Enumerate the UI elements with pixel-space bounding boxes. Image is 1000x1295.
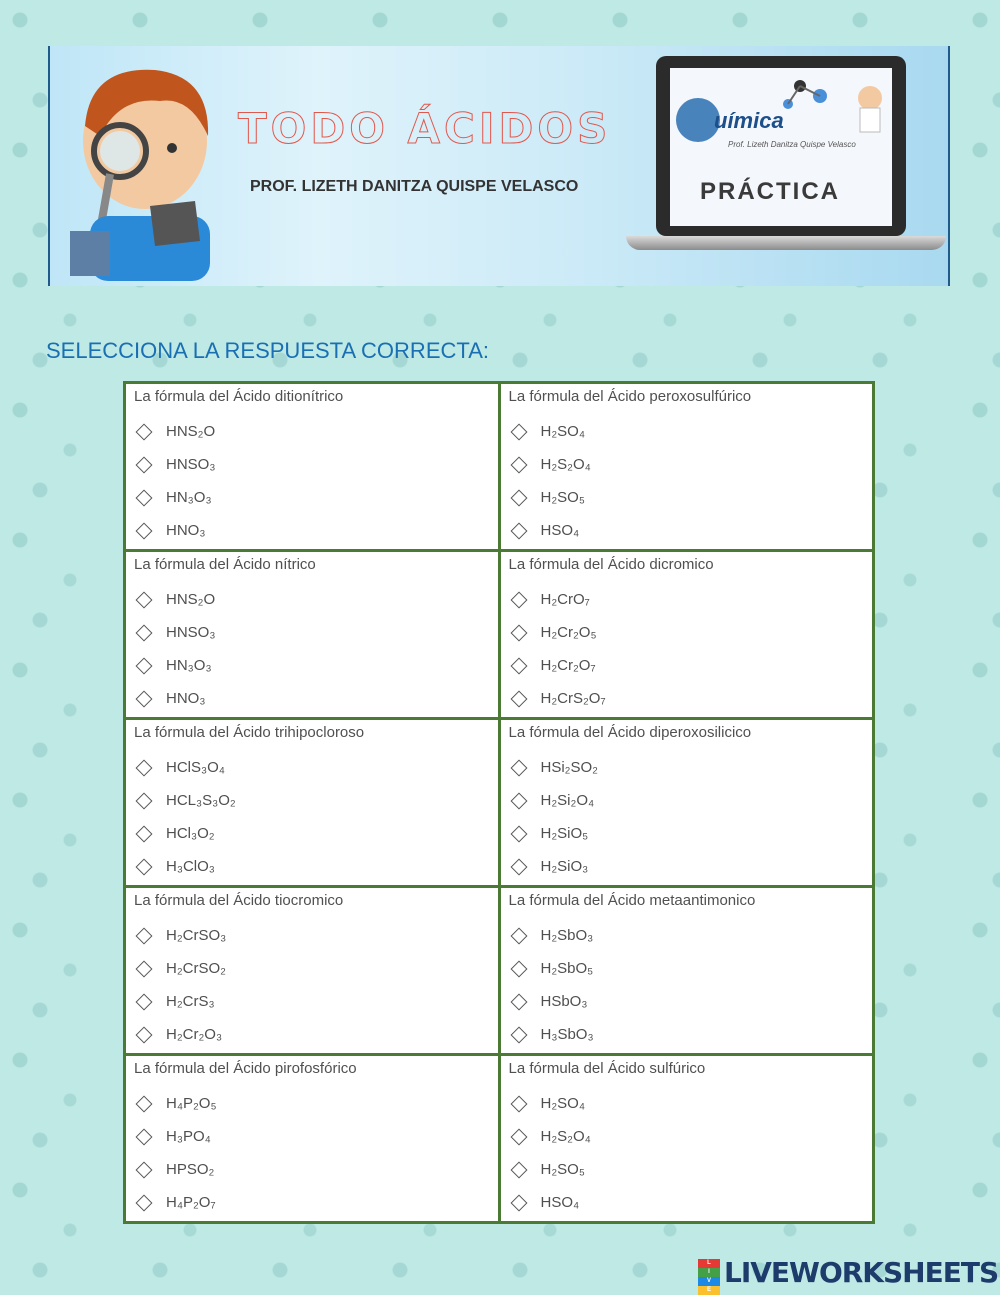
answer-option-label: H₂SO₄: [540, 1095, 585, 1112]
answer-option-label: HNS₂O: [166, 423, 216, 440]
diamond-radio-icon[interactable]: [510, 690, 527, 707]
question-title: La fórmula del Ácido diperoxosilicico: [508, 724, 752, 741]
question-cell: [125, 383, 500, 551]
answer-option-label: HClS₃O₄: [166, 759, 225, 776]
answer-option-label: H₂Si₂O₄: [540, 792, 595, 809]
answer-option[interactable]: [509, 583, 865, 616]
answer-option[interactable]: [134, 1018, 490, 1051]
question-cell: [499, 1055, 874, 1223]
answer-option-label: H₂CrS₂O₇: [540, 690, 606, 707]
answer-option-label: H₂CrO₇: [540, 591, 590, 608]
answer-option[interactable]: [509, 850, 865, 883]
diamond-radio-icon[interactable]: [510, 1194, 527, 1211]
question-title: La fórmula del Ácido metaantimonico: [508, 892, 756, 909]
answer-option-label: HNSO₃: [166, 624, 216, 641]
answer-option[interactable]: [134, 850, 490, 883]
answer-option[interactable]: [509, 415, 865, 448]
question-title: La fórmula del Ácido trihipocloroso: [134, 724, 365, 741]
answer-option-label: HNS₂O: [166, 591, 216, 608]
answer-option-label: H₂SO₄: [540, 423, 585, 440]
answer-option[interactable]: [134, 784, 490, 817]
question-title: La fórmula del Ácido peroxosulfúrico: [508, 388, 752, 405]
diamond-radio-icon[interactable]: [136, 927, 153, 944]
answer-option-label: HCL₃S₃O₂: [166, 792, 236, 809]
answer-option[interactable]: [509, 1018, 865, 1051]
laptop-base: [626, 236, 946, 250]
answer-option-label: H₃ClO₃: [166, 858, 215, 875]
answer-option[interactable]: [509, 952, 865, 985]
answer-option[interactable]: [134, 817, 490, 850]
answer-option[interactable]: [134, 1186, 490, 1219]
answer-option[interactable]: [134, 1087, 490, 1120]
answer-option[interactable]: [509, 481, 865, 514]
answer-option-label: HCl₃O₂: [166, 825, 215, 842]
answer-option-label: HN₃O₃: [166, 489, 212, 506]
answer-option-label: H₂SbO₅: [540, 960, 594, 977]
laptop-screen: [656, 56, 906, 236]
diamond-radio-icon[interactable]: [136, 993, 153, 1010]
laptop-illustration: [626, 56, 946, 256]
diamond-radio-icon[interactable]: [136, 792, 153, 809]
answer-option[interactable]: [509, 1120, 865, 1153]
quiz-table: [123, 381, 875, 1224]
answer-option-label: H₂SiO₅: [540, 825, 589, 842]
answer-option-label: H₄P₂O₇: [166, 1194, 216, 1211]
diamond-radio-icon[interactable]: [510, 624, 527, 641]
answer-option[interactable]: [134, 751, 490, 784]
diamond-radio-icon[interactable]: [510, 489, 527, 506]
answer-option[interactable]: [134, 583, 490, 616]
answer-option-label: H₂CrSO₃: [166, 927, 227, 944]
liveworksheets-box-icon: [698, 1259, 720, 1293]
banner-author: PROF. LIZETH DANITZA QUISPE VELASCO: [250, 178, 579, 195]
answer-option-label: H₂SiO₃: [540, 858, 589, 875]
answer-option[interactable]: [509, 751, 865, 784]
question-cell: [125, 1055, 500, 1223]
diamond-radio-icon[interactable]: [136, 657, 153, 674]
question-title: La fórmula del Ácido pirofosfórico: [134, 1060, 357, 1077]
quiz-row: [125, 383, 874, 551]
answer-option-label: HPSO₂: [166, 1161, 215, 1178]
question-title: La fórmula del Ácido dicromico: [508, 556, 714, 573]
question-cell: [499, 719, 874, 887]
diamond-radio-icon[interactable]: [136, 522, 153, 539]
banner-title: TODO ÁCIDOS: [238, 104, 612, 153]
answer-option[interactable]: [134, 481, 490, 514]
question-title: La fórmula del Ácido ditionítrico: [134, 388, 344, 405]
answer-option-label: H₂SO₅: [540, 489, 585, 506]
diamond-radio-icon[interactable]: [136, 1161, 153, 1178]
answer-option[interactable]: [509, 784, 865, 817]
diamond-radio-icon[interactable]: [136, 759, 153, 776]
diamond-radio-icon[interactable]: [510, 993, 527, 1010]
quiz-row: [125, 1055, 874, 1223]
instruction-heading: SELECCIONA LA RESPUESTA CORRECTA:: [46, 338, 489, 363]
answer-option[interactable]: [509, 1087, 865, 1120]
diamond-radio-icon[interactable]: [510, 522, 527, 539]
diamond-radio-icon[interactable]: [510, 960, 527, 977]
quiz-row: [125, 887, 874, 1055]
question-cell: [499, 551, 874, 719]
liveworksheets-text: LIVEWORKSHEETS: [724, 1256, 999, 1289]
answer-option-label: H₂Cr₂O₇: [540, 657, 596, 674]
answer-option-label: HSO₄: [540, 522, 580, 539]
boy-with-magnifier-icon: [60, 56, 230, 281]
diamond-radio-icon[interactable]: [136, 624, 153, 641]
answer-option-label: H₂Cr₂O₃: [166, 1026, 223, 1043]
diamond-radio-icon[interactable]: [510, 591, 527, 608]
answer-option-label: HN₃O₃: [166, 657, 212, 674]
answer-option-label: H₂CrS₃: [166, 993, 215, 1010]
diamond-radio-icon[interactable]: [510, 1095, 527, 1112]
diamond-radio-icon[interactable]: [136, 858, 153, 875]
diamond-radio-icon[interactable]: [136, 1194, 153, 1211]
quiz-row: [125, 551, 874, 719]
question-title: La fórmula del Ácido nítrico: [134, 556, 316, 573]
diamond-radio-icon[interactable]: [136, 591, 153, 608]
answer-option-label: HSO₄: [540, 1194, 580, 1211]
diamond-radio-icon[interactable]: [136, 825, 153, 842]
answer-option-label: H₂CrSO₂: [166, 960, 226, 977]
answer-option-label: HNO₃: [166, 522, 206, 539]
question-cell: [125, 551, 500, 719]
answer-option[interactable]: [509, 817, 865, 850]
laptop-display: [670, 68, 892, 226]
brand-text: uímica: [714, 108, 784, 133]
logo-letter: E: [698, 1286, 720, 1295]
answer-option[interactable]: [134, 682, 490, 715]
answer-option-label: H₂SO₅: [540, 1161, 585, 1178]
practica-label: PRÁCTICA: [700, 178, 840, 205]
diamond-radio-icon[interactable]: [136, 489, 153, 506]
answer-option[interactable]: [134, 649, 490, 682]
answer-option-label: H₃SbO₃: [540, 1026, 594, 1043]
diamond-radio-icon[interactable]: [510, 825, 527, 842]
diamond-radio-icon[interactable]: [136, 690, 153, 707]
question-cell: [499, 887, 874, 1055]
diamond-radio-icon[interactable]: [510, 759, 527, 776]
answer-option-label: H₄P₂O₅: [166, 1095, 217, 1112]
liveworksheets-logo[interactable]: [698, 1256, 999, 1293]
answer-option[interactable]: [134, 415, 490, 448]
answer-option[interactable]: [134, 985, 490, 1018]
answer-option[interactable]: [509, 1186, 865, 1219]
quiz-row: [125, 719, 874, 887]
answer-option[interactable]: [134, 1120, 490, 1153]
answer-option[interactable]: [134, 514, 490, 547]
logo-letter: I: [698, 1268, 720, 1277]
diamond-radio-icon[interactable]: [136, 1026, 153, 1043]
diamond-radio-icon[interactable]: [510, 1026, 527, 1043]
answer-option[interactable]: [509, 985, 865, 1018]
answer-option[interactable]: [134, 616, 490, 649]
answer-option[interactable]: [509, 514, 865, 547]
answer-option[interactable]: [509, 616, 865, 649]
logo-letter: V: [698, 1277, 720, 1286]
answer-option-label: H₃PO₄: [166, 1128, 211, 1145]
diamond-radio-icon[interactable]: [510, 1128, 527, 1145]
answer-option[interactable]: [509, 448, 865, 481]
diamond-radio-icon[interactable]: [136, 960, 153, 977]
brand-subtitle: Prof. Lizeth Danitza Quispe Velasco: [728, 140, 856, 149]
answer-option-label: HSi₂SO₂: [540, 759, 598, 776]
answer-option[interactable]: [509, 1153, 865, 1186]
diamond-radio-icon[interactable]: [136, 1095, 153, 1112]
diamond-radio-icon[interactable]: [510, 858, 527, 875]
answer-option[interactable]: [134, 1153, 490, 1186]
diamond-radio-icon[interactable]: [510, 792, 527, 809]
answer-option-label: H₂S₂O₄: [540, 1128, 591, 1145]
answer-option[interactable]: [134, 952, 490, 985]
answer-option-label: HNO₃: [166, 690, 206, 707]
diamond-radio-icon[interactable]: [136, 456, 153, 473]
header-banner: [48, 46, 950, 286]
question-title: La fórmula del Ácido sulfúrico: [508, 1060, 706, 1077]
answer-option[interactable]: [134, 448, 490, 481]
question-cell: [125, 719, 500, 887]
answer-option-label: H₂SbO₃: [540, 927, 594, 944]
diamond-radio-icon[interactable]: [510, 423, 527, 440]
answer-option[interactable]: [509, 919, 865, 952]
diamond-radio-icon[interactable]: [510, 1161, 527, 1178]
question-cell: [125, 887, 500, 1055]
logo-letter: L: [698, 1259, 720, 1268]
question-title: La fórmula del Ácido tiocromico: [134, 892, 344, 909]
answer-option[interactable]: [134, 919, 490, 952]
answer-option-label: H₂Cr₂O₅: [540, 624, 597, 641]
diamond-radio-icon[interactable]: [510, 927, 527, 944]
answer-option-label: HSbO₃: [540, 993, 588, 1010]
answer-option-label: HNSO₃: [166, 456, 216, 473]
answer-option-label: H₂S₂O₄: [540, 456, 591, 473]
answer-option[interactable]: [509, 649, 865, 682]
diamond-radio-icon[interactable]: [510, 456, 527, 473]
answer-option[interactable]: [509, 682, 865, 715]
question-cell: [499, 383, 874, 551]
diamond-radio-icon[interactable]: [510, 657, 527, 674]
diamond-radio-icon[interactable]: [136, 1128, 153, 1145]
diamond-radio-icon[interactable]: [136, 423, 153, 440]
